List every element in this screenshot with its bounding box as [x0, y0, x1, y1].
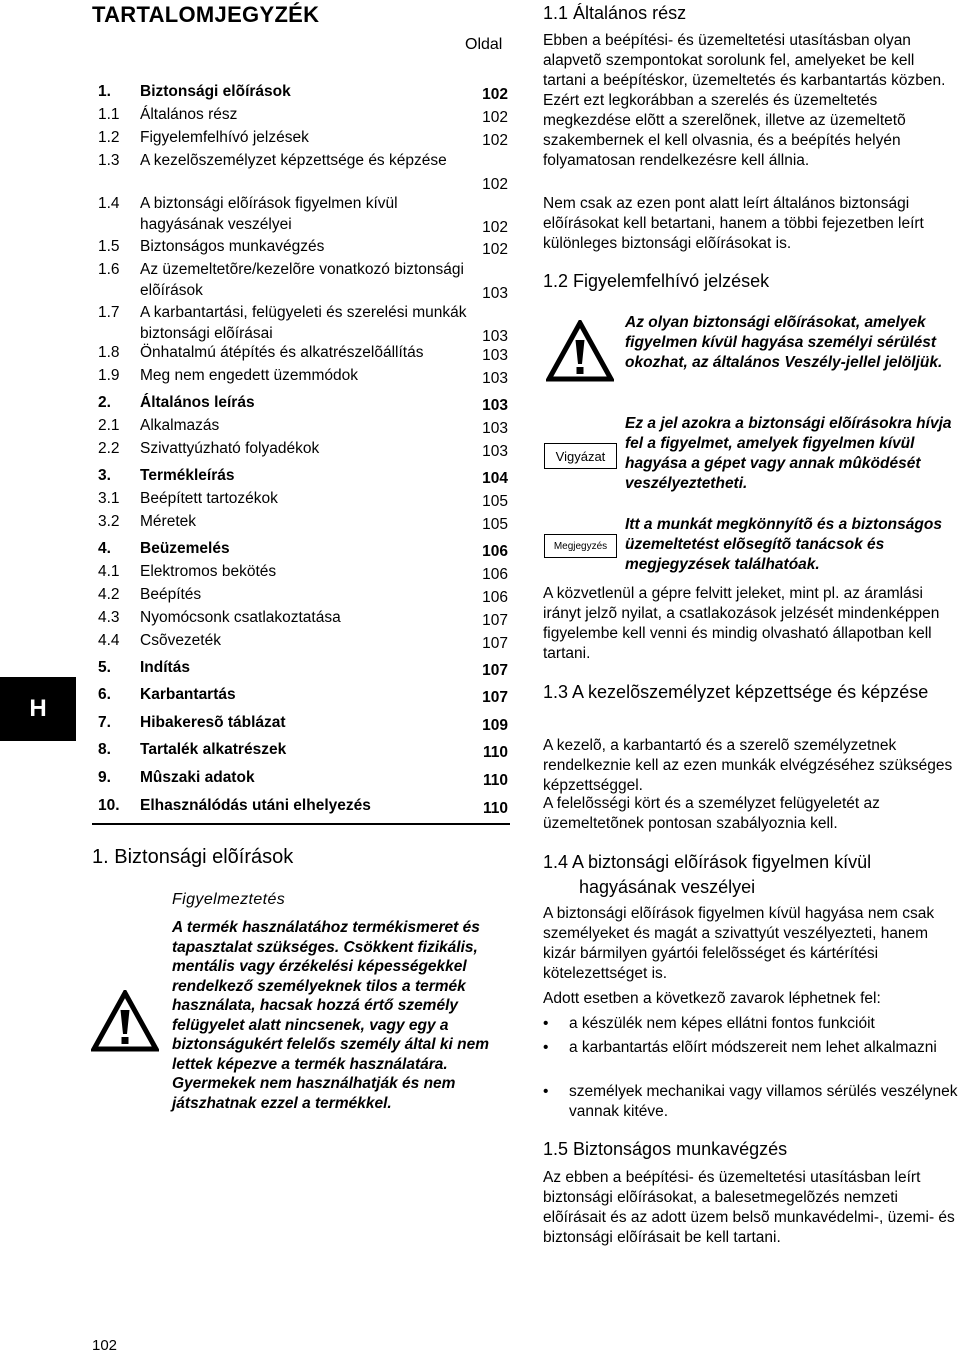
toc-entry-title: Beüzemelés	[140, 540, 230, 557]
toc-entry	[92, 511, 510, 532]
toc-entry-number: 1.8	[98, 344, 120, 361]
toc-entry-number: 2.2	[98, 440, 120, 457]
toc-entry-title: Indítás	[140, 659, 190, 676]
toc-entry	[92, 392, 510, 413]
toc-entry-page: 102	[482, 109, 508, 126]
toc-entry-number: 4.	[98, 540, 111, 557]
toc-entry-number: 3.1	[98, 490, 120, 507]
toc-entry-page: 103	[482, 347, 508, 364]
toc-entry	[92, 607, 510, 628]
toc-entry	[92, 465, 510, 486]
toc-entry-number: 4.1	[98, 563, 120, 580]
toc-entry-number: 10.	[98, 797, 120, 814]
toc-entry-number: 4.3	[98, 609, 120, 626]
toc-entry	[92, 712, 510, 733]
toc-entry-page: 106	[482, 543, 508, 560]
toc-entry-page: 107	[482, 689, 508, 706]
toc-entry	[92, 538, 510, 559]
toc-entry-number: 1.3	[98, 152, 120, 169]
section-1-3-heading	[543, 680, 960, 705]
toc-entry-number: 2.1	[98, 417, 120, 434]
section-1-2-paragraph: A közvetlenül a gépre felvitt jeleket, mint pl. az áramlási irányt jelzõ nyilat, a csatlakozások jelzését mindenképpen figyelembe kell venni és mindig olvasható állapotban kell tartani.	[543, 585, 940, 662]
toc-entry	[92, 415, 510, 436]
toc-entry-page: 102	[482, 176, 508, 193]
toc-entry-number: 4.2	[98, 586, 120, 603]
caution-symbol-description: Ez a jel azokra a biztonsági elõírásokra hívja fel a figyelmet, amelyek figyelmen kívül hagyása a gépet vagy annak mûködését veszélyeztetheti.	[625, 415, 952, 492]
toc-entry-title: Alkalmazás	[140, 417, 220, 434]
toc-entry-number: 1.7	[98, 304, 120, 321]
toc-entry	[92, 302, 510, 344]
toc-entry-page: 102	[482, 219, 508, 236]
toc-entry-number: 1.5	[98, 238, 120, 255]
toc-entry-page: 106	[482, 589, 508, 606]
language-tab: H	[0, 677, 76, 741]
toc-divider	[92, 823, 510, 825]
toc-entry-title: Szivattyúzható folyadékok	[140, 440, 320, 457]
toc-entry	[92, 584, 510, 605]
section-1-4-heading	[543, 850, 960, 900]
toc-entry-page: 103	[482, 328, 508, 345]
warning-label: Figyelmeztetés	[172, 891, 286, 908]
section-1-4-paragraph-2: Adott esetben a következõ zavarok léphetnek fel:	[543, 990, 881, 1007]
toc-entry-page: 107	[482, 662, 508, 679]
toc-entry-title: Mûszaki adatok	[140, 769, 255, 786]
toc-entry-page: 107	[482, 612, 508, 629]
toc-entry-title: Biztonsági elõírások	[140, 83, 291, 100]
section-1-3-heading-text: 1.3 A kezelõszemélyzet képzettsége és képzése	[543, 682, 929, 702]
toc-entry-page: 103	[482, 420, 508, 437]
toc-entry-page: 105	[482, 516, 508, 533]
toc-entry-number: 9.	[98, 769, 111, 786]
section-1-2-heading: 1.2 Figyelemfelhívó jelzések	[543, 271, 770, 291]
toc-entry	[92, 150, 510, 192]
toc-entry-title: Önhatalmú átépítés és alkatrészelõállítás	[140, 344, 424, 361]
section-1-3-paragraph-1: A kezelõ, a karbantartó és a szerelõ személyzetnek rendelkeznie kell az ezen munkák elvégzéséhez szükséges képzettséggel.	[543, 737, 953, 794]
toc-entry	[92, 561, 510, 582]
toc-entry-page: 110	[482, 744, 508, 761]
toc-entry-title: Csõvezeték	[140, 632, 221, 649]
warning-text: A termék használatához termékismeret és tapasztalat szükséges. Csökkent fizikális, mentális vagy érzékelési képességekkel rendelkező személyeknek tilos a termék használata, hacsak hozzá értő személy felügyelet alatt nincsenek, vagy egy a biztonságukért felelős személy által ki nem lettek képezve a termék használatára. Gyermekek nem használhatják és nem játszhatnak ezzel a termékkel.	[172, 919, 490, 1112]
section-1-3-paragraph-2: A felelõsségi kört és a személyzet felügyeletét az üzemeltetõnek pontosan szabályoznia kell.	[543, 795, 880, 832]
toc-entry-title: Beépített tartozékok	[140, 490, 278, 507]
toc-entry-number: 1.4	[98, 195, 120, 212]
toc-entry	[92, 236, 510, 257]
toc-entry-title: Karbantartás	[140, 686, 236, 703]
toc-entry-number: 2.	[98, 394, 111, 411]
toc-entry-number: 4.4	[98, 632, 120, 649]
section-1-5-paragraph: Az ebben a beépítési- és üzemeltetési utasításban leírt biztonsági elõírásokat, a balesetmegelõzés nemzeti elõírásait és az adott üzem belsõ munkavédelmi-, üzemi- és biztonsági elõírásait be kell tartani.	[543, 1169, 955, 1246]
toc-title: TARTALOMJEGYZÉK	[92, 2, 320, 27]
toc-entry-title: Az üzemeltetõre/kezelõre vonatkozó biztonsági elõírások	[140, 261, 464, 299]
warning-triangle-icon	[91, 990, 159, 1052]
toc-entry	[92, 81, 510, 102]
toc-entry-page: 103	[482, 370, 508, 387]
toc-entry	[92, 739, 510, 760]
toc-entry-title: A karbantartási, felügyeleti és szerelési munkák biztonsági elõírásai	[140, 304, 467, 342]
note-tag-label: Megjegyzés	[553, 540, 608, 552]
toc-entry	[92, 630, 510, 651]
toc-entry-page: 103	[482, 397, 508, 414]
toc-entry-number: 7.	[98, 714, 111, 731]
toc-entry-page: 103	[482, 285, 508, 302]
toc-page-column-header: Oldal	[465, 36, 503, 53]
caution-tag	[544, 443, 617, 469]
section-1-4-heading-text: 1.4 A biztonsági elõírások figyelmen kívül hagyásának veszélyei	[543, 852, 872, 897]
toc-entry-page: 102	[482, 241, 508, 258]
list-item-text: a készülék nem képes ellátni fontos funkcióit	[569, 1015, 875, 1032]
section-1-heading: 1. Biztonsági elõírások	[92, 846, 294, 868]
toc-entry-page: 110	[482, 772, 508, 789]
toc-entry	[92, 365, 510, 386]
toc-entry	[92, 657, 510, 678]
toc-entry-number: 3.2	[98, 513, 120, 530]
danger-triangle-icon	[546, 320, 614, 382]
toc-entry	[92, 342, 510, 363]
toc-entry	[92, 795, 510, 816]
danger-symbol-description: Az olyan biztonsági elõírásokat, amelyek figyelmen kívül hagyása személyi sérülést okozhat, az általános Veszély-jellel jelöljük.	[625, 314, 943, 371]
page-number: 102	[92, 1337, 118, 1354]
toc-entry-number: 1.2	[98, 129, 120, 146]
section-1-5-heading: 1.5 Biztonságos munkavégzés	[543, 1139, 788, 1159]
toc-entry-title: Nyomócsonk csatlakoztatása	[140, 609, 341, 626]
note-tag	[544, 534, 617, 558]
toc-entry-page: 109	[482, 717, 508, 734]
toc-entry-title: A kezelõszemélyzet képzettsége és képzése	[140, 152, 447, 169]
toc-entry-page: 102	[482, 86, 508, 103]
section-1-1-paragraph-2: Nem csak az ezen pont alatt leírt általános biztonsági elõírásokat kell betartani, hanem a többi fejezetben leírt különleges biztonsági elõírásokat is.	[543, 195, 924, 252]
section-1-1-heading: 1.1 Általános rész	[543, 3, 687, 23]
toc-entry-number: 5.	[98, 659, 111, 676]
toc-entry-title: Méretek	[140, 513, 196, 530]
toc-entry-title: Meg nem engedett üzemmódok	[140, 367, 358, 384]
toc-entry	[92, 684, 510, 705]
toc-entry-page: 104	[482, 470, 508, 487]
toc-entry	[92, 259, 510, 301]
toc-entry-title: Beépítés	[140, 586, 202, 603]
bullet-dot: •	[543, 1015, 549, 1032]
toc-entry-title: Elektromos bekötés	[140, 563, 277, 580]
toc-entry-page: 105	[482, 493, 508, 510]
toc-entry-page: 110	[482, 800, 508, 817]
bullet-dot: •	[543, 1083, 549, 1100]
section-1-1-paragraph-1: Ebben a beépítési- és üzemeltetési utasításban olyan alapvetõ szempontokat sorolunk fel, amelyeket be kell tartani a beépítéskor, üzemeltetés és karbantartás közben. Ezért ezt legkorábban a szerelés és üzemeltetés megkezdése elõtt a szerelõnek, illetve az üzemeltetõ szakembernek el kell olvasnia, és a beépítés helyén folyamatosan rendelkezésre kell állnia.	[543, 32, 946, 169]
note-symbol-description: Itt a munkát megkönnyítõ és a biztonságos üzemeltetést elõsegítõ tanácsok és megjegyzések találhatóak.	[625, 516, 942, 573]
toc-entry-title: Hibakeresõ táblázat	[140, 714, 286, 731]
toc-entry-title: Biztonságos munkavégzés	[140, 238, 325, 255]
toc-entry-page: 102	[482, 132, 508, 149]
toc-entry-title: Termékleírás	[140, 467, 235, 484]
bullet-dot: •	[543, 1039, 549, 1056]
toc-entry-title: A biztonsági elõírások figyelmen kívül hagyásának veszélyei	[140, 195, 398, 233]
toc-entry-number: 1.1	[98, 106, 120, 123]
toc-entry-number: 6.	[98, 686, 111, 703]
toc-entry-number: 1.9	[98, 367, 120, 384]
toc-entry	[92, 767, 510, 788]
toc-entry	[92, 104, 510, 125]
toc-entry-title: Figyelemfelhívó jelzések	[140, 129, 309, 146]
caution-tag-label: Vigyázat	[555, 448, 606, 464]
toc-entry-number: 1.6	[98, 261, 120, 278]
toc-entry	[92, 438, 510, 459]
list-item-text: személyek mechanikai vagy villamos sérülés veszélynek vannak kitéve.	[569, 1083, 958, 1120]
toc-entry-number: 1.	[98, 83, 111, 100]
toc-entry	[92, 488, 510, 509]
toc-entry-title: Általános rész	[140, 106, 238, 123]
section-1-4-paragraph-1: A biztonsági elõírások figyelmen kívül hagyása nem csak személyeket és magát a szivattyút veszélyezteti, hanem kizár bármilyen gyártói felelõsséget és kártérítési kötelezettséget is.	[543, 905, 935, 982]
list-item-text: a karbantartás elõírt módszereit nem lehet alkalmazni	[569, 1039, 937, 1056]
toc-entry-title: Tartalék alkatrészek	[140, 741, 287, 758]
toc-entry	[92, 193, 510, 235]
toc-entry-page: 107	[482, 635, 508, 652]
toc-entry-number: 8.	[98, 741, 111, 758]
toc-entry-page: 106	[482, 566, 508, 583]
toc-entry	[92, 127, 510, 148]
toc-entry-title: Elhasználódás utáni elhelyezés	[140, 797, 371, 814]
toc-entry-page: 103	[482, 443, 508, 460]
toc-entry-number: 3.	[98, 467, 111, 484]
toc-entry-title: Általános leírás	[140, 394, 255, 411]
